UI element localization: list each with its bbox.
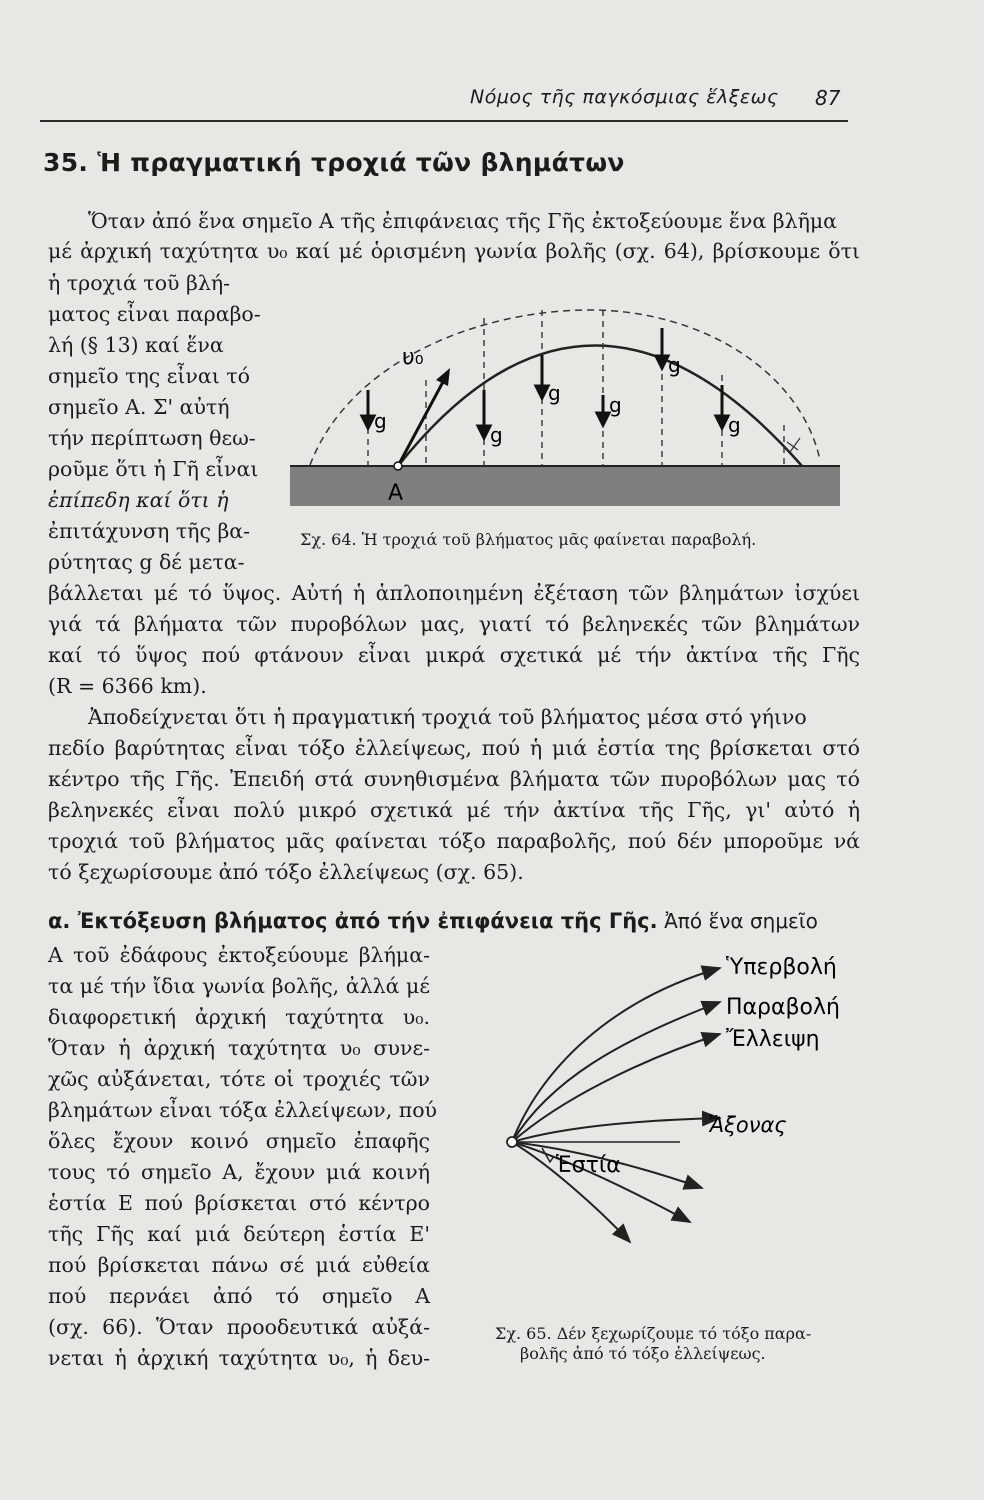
para3-line-6: βλημάτων εἶναι τόξα ἐλλείψεων, πού	[48, 1098, 438, 1122]
figure-64-caption: Σχ. 64. Ἡ τροχιά τοῦ βλήματος μᾶς φαίνεται παραβολή.	[300, 530, 757, 549]
para3-line-5: χῶς αὐξάνεται, τότε οἱ τροχιές τῶν	[48, 1067, 430, 1091]
figure-65-caption-line-2: βολῆς ἀπό τό τόξο ἐλλείψεως.	[520, 1344, 766, 1363]
fig64-parabola	[398, 346, 802, 467]
para1-line-13: βάλλεται μέ τό ὕψος. Αὐτή ἡ ἁπλοποιημένη ἐξέταση τῶν βλημάτων ἰσχύει	[48, 581, 860, 605]
fig64-g-label-1: g	[374, 409, 387, 433]
para1-line-3: ἡ τροχιά τοῦ βλή-	[48, 271, 231, 295]
section-title	[43, 148, 625, 177]
para3-line-9: ἑστία Ε πού βρίσκεται στό κέντρο	[48, 1191, 430, 1215]
section-number: 35.	[43, 148, 89, 177]
fig64-velocity-arrowhead	[436, 368, 450, 386]
subsection-line	[48, 906, 818, 936]
para1-line-8: τήν περίπτωση θεω-	[48, 426, 256, 450]
fig65-label-parabola: Παραβολή	[726, 995, 840, 1020]
page-number: 87	[815, 86, 841, 110]
para3-line-13: (σχ. 66). Ὅταν προοδευτικά αὐξά-	[48, 1315, 430, 1339]
para3-line-1: Α τοῦ ἐδάφους ἐκτοξεύουμε βλήμα-	[48, 943, 430, 967]
fig64-g-label-5: g	[668, 353, 681, 377]
para3-line-4: Ὅταν ἡ ἀρχική ταχύτητα υ₀ συνε-	[48, 1036, 430, 1060]
fig65-label-focus: Ἑστία	[556, 1153, 621, 1178]
fig65-label-hyperbola: Ὑπερβολή	[726, 955, 837, 980]
para1-line-9: ροῦμε ὅτι ἡ Γῆ εἶναι	[48, 457, 259, 481]
para1-line-10: ἐπίπεδη καί ὅτι ἡ	[48, 488, 229, 512]
fig64-g-label-3: g	[548, 381, 561, 405]
para2-line-5: τροχιά τοῦ βλήματος μᾶς φαίνεται τόξο παραβολῆς, πού δέν μποροῦμε νά	[48, 829, 860, 853]
para1-line-7: σημεῖο Α. Σ' αὐτή	[48, 395, 230, 419]
fig64-ground	[290, 466, 840, 506]
para1-line-14: γιά τά βλήματα τῶν πυροβόλων μας, γιατί τό βεληνεκές τῶν βλημάτων	[48, 612, 860, 636]
para2-line-1: Ἀποδείχνεται ὅτι ἡ πραγματική τροχιά τοῦ βλήματος μέσα στό γήινο	[88, 705, 807, 729]
fig65-hyperbola-curve	[512, 968, 720, 1142]
para3-line-12: πού περνάει ἀπό τό σημεῖο Α	[48, 1284, 430, 1308]
fig65-label-ellipse: Ἔλλειψη	[726, 1027, 820, 1052]
fig64-launch-point	[394, 462, 402, 470]
para3-line-2: τα μέ τήν ἴδια γωνία βολῆς, ἀλλά μέ	[48, 974, 430, 998]
para1-line-1: Ὅταν ἀπό ἕνα σημεῖο Α τῆς ἐπιφάνειας τῆς Γῆς ἐκτοξεύουμε ἕνα βλῆμα	[88, 209, 838, 233]
subsection-title: α. Ἐκτόξευση βλήματος ἀπό τήν ἐπιφάνεια τῆς Γῆς.	[48, 909, 658, 933]
fig65-focus-point	[507, 1137, 517, 1147]
fig64-g-label-2: g	[490, 423, 503, 447]
figure-64	[290, 300, 850, 520]
fig64-velocity-label: υ₀	[402, 345, 424, 370]
para1-line-5: λή (§ 13) καί ἕνα	[48, 333, 224, 357]
running-title: Νόμος τῆς παγκόσμιας ἕλξεως	[470, 86, 779, 108]
para3-line-14: νεται ἡ ἀρχική ταχύτητα υ₀, ἡ δευ-	[48, 1346, 430, 1370]
para3-line-10: τῆς Γῆς καί μιά δεύτερη ἑστία Ε'	[48, 1222, 430, 1246]
para1-line-12: ρύτητας g δέ μετα-	[48, 550, 245, 574]
figure-65-caption-line-1: Σχ. 65. Δέν ξεχωρίζουμε τό τόξο παρα-	[495, 1324, 812, 1343]
header-rule	[40, 120, 848, 122]
section-title-text: Ἡ πραγματική τροχιά τῶν βλημάτων	[97, 148, 625, 177]
para3-line-7: ὅλες ἔχουν κοινό σημεῖο ἐπαφῆς	[48, 1129, 430, 1153]
para1-line-16: (R = 6366 km).	[48, 674, 207, 698]
para2-line-3: κέντρο τῆς Γῆς. Ἐπειδή στά συνηθισμένα βλήματα τῶν πυροβόλων μας τό	[48, 767, 860, 791]
para2-line-2: πεδίο βαρύτητας εἶναι τόξο ἐλλείψεως, πού ἡ μιά ἑστία της βρίσκεται στό	[48, 736, 860, 760]
fig65-parabola-curve	[512, 1002, 720, 1142]
fig64-point-label: Α	[388, 481, 404, 506]
fig65-curve-4	[512, 1118, 720, 1142]
subsection-lead: Ἀπό ἕνα σημεῖο	[664, 909, 818, 933]
para2-line-4: βεληνεκές εἶναι πολύ μικρό σχετικά μέ τήν ἀκτίνα τῆς Γῆς, γι' αὐτό ἡ	[48, 798, 860, 822]
fig65-label-axis: Ἄξονας	[708, 1113, 787, 1137]
para1-line-11: ἐπιτάχυνση τῆς βα-	[48, 519, 251, 543]
para1-line-15: καί τό ὕψος πού φτάνουν εἶναι μικρά σχετικά μέ τήν ἀκτίνα τῆς Γῆς	[48, 643, 860, 667]
fig64-dashed-envelope	[310, 310, 820, 465]
para1-line-6: σημεῖο της εἶναι τό	[48, 364, 250, 388]
para3-line-3: διαφορετική ἀρχική ταχύτητα υ₀.	[48, 1005, 430, 1029]
fig65-trajectories	[512, 968, 720, 1242]
para1-line-2: μέ ἀρχική ταχύτητα υ₀ καί μέ ὁρισμένη γωνία βολῆς (σχ. 64), βρίσκουμε ὅτι	[48, 239, 860, 263]
fig64-g-label-6: g	[728, 413, 741, 437]
fig64-g-label-4: g	[609, 393, 622, 417]
para2-line-6: τό ξεχωρίσουμε ἀπό τόξο ἐλλείψεως (σχ. 65).	[48, 860, 524, 884]
figure-65	[470, 950, 850, 1250]
para3-line-11: πού βρίσκεται πάνω σέ μιά εὐθεία	[48, 1253, 430, 1277]
para1-line-4: ματος εἶναι παραβο-	[48, 302, 261, 326]
para3-line-8: τους τό σημεῖο Α, ἔχουν μιά κοινή	[48, 1160, 430, 1184]
